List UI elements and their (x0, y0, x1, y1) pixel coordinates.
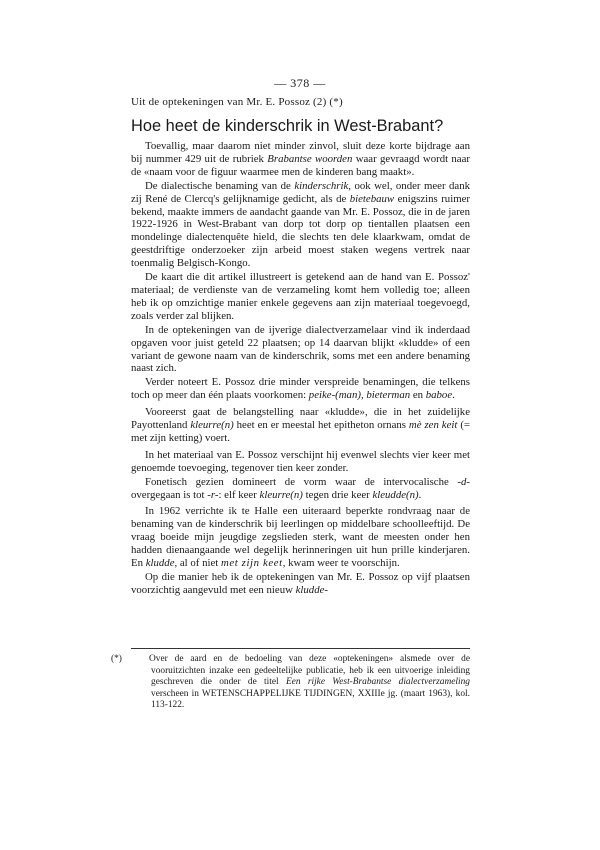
paragraph-8: Fonetisch gezien domineert de vorm waar de intervocalische -d- overgegaan is tot -r-: elf keer kleurre(n) tegen drie keer kleudde(n). (131, 475, 470, 501)
paragraph-9: In 1962 verrichte ik te Halle een uiteraard beperkte rondvraag naar de benaming van de kinderschrik bij leerlingen op middelbare schoolleeftijd. De vraag boeide mijn jeugdige zegslieden sterk, want de meesten onder hen hadden dienaangaande wel degelijk herinneringen uit hun prille kinderjaren. En kludde, al of niet met zijn keet, kwam weer te voorschijn. (131, 505, 470, 570)
paragraph-10: Op die manier heb ik de optekeningen van Mr. E. Possoz op vijf plaatsen voorzichtig aangevuld met een nieuw kludde- (131, 571, 470, 596)
paragraph-5: Verder noteert E. Possoz drie minder verspreide benamingen, die telkens toch op meer dan één plaats voorkomen: peike-(man), bieterman en baboe. (131, 376, 470, 402)
article-title: Hoe heet de kinderschrik in West-Brabant? (131, 117, 444, 135)
footnote-mark: (*) (111, 654, 122, 664)
paragraph-3: De kaart die dit artikel illustreert is getekend aan de hand van E. Possoz' materiaal; de verdienste van de verzameling komt hem volledig toe; alleen heb ik op omzichtige manier enkele gegevens aan zijn materiaal toegevoegd, zoals verder zal blijken. (131, 271, 470, 322)
article-body (131, 140, 470, 598)
paragraph-7: In het materiaal van E. Possoz verschijnt hij evenwel slechts vier keer met genoemde toevoeging, tegenover tien keer zonder. (131, 448, 470, 474)
series-heading: Uit de optekeningen van Mr. E. Possoz (2) (*) (131, 96, 343, 108)
page-number: — 378 — (274, 76, 326, 90)
paragraph-6: Vooreerst gaat de belangstelling naar «kludde», die in het zuidelijke Payottenland kleurre(n) heet en er meestal het epitheton ornans mè zen keit (= met zijn ketting) voert. (131, 406, 470, 444)
footnote: (*) Over de aard en de bedoeling van deze «optekeningen» alsmede over de vooruitzichten inzake een gedeeltelijke publicatie, heb ik een uitvoerige inleiding geschreven die onder de titel Een rijke West-Brabantse dialectverzameling verscheen in WETENSCHAPPELIJKE TIJDINGEN, XXIIIe jg. (maart 1963), kol. 113-122. (111, 654, 470, 710)
paragraph-1: Toevallig, maar daarom niet minder zinvol, sluit deze korte bijdrage aan bij nummer 429 uit de rubriek Brabantse woorden waar gevraagd wordt naar de «naam voor de figuur waarmee men de kinderen bang maakt». (131, 140, 470, 178)
footnote-divider (131, 648, 470, 649)
paragraph-4: In de optekeningen van de ijverige dialectverzamelaar vind ik inderdaad opgaven voor juist geteld 22 plaatsen; op 14 daarvan blijkt «kludde» of een variant de gewone naam van de kinderschrik, soms met een andere benaming naast zich. (131, 323, 470, 375)
paragraph-2: De dialectische benaming van de kinderschrik, ook wel, onder meer dank zij René de Clercq's gelijknamige gedicht, als de bietebauw enigszins ruimer bekend, maakte immers de aandacht gaande van Mr. E. Possoz, die in de jaren 1922-1926 in West-Brabant van dorp tot dorp op tientallen plaatsen een mondelinge dialectenquête hield, die slechts ten dele klaarkwam, omdat de geestdriftige onderzoeker zijn arbeid moest staken wegens vertrek naar toenmalig Belgisch-Kongo. (131, 179, 471, 270)
